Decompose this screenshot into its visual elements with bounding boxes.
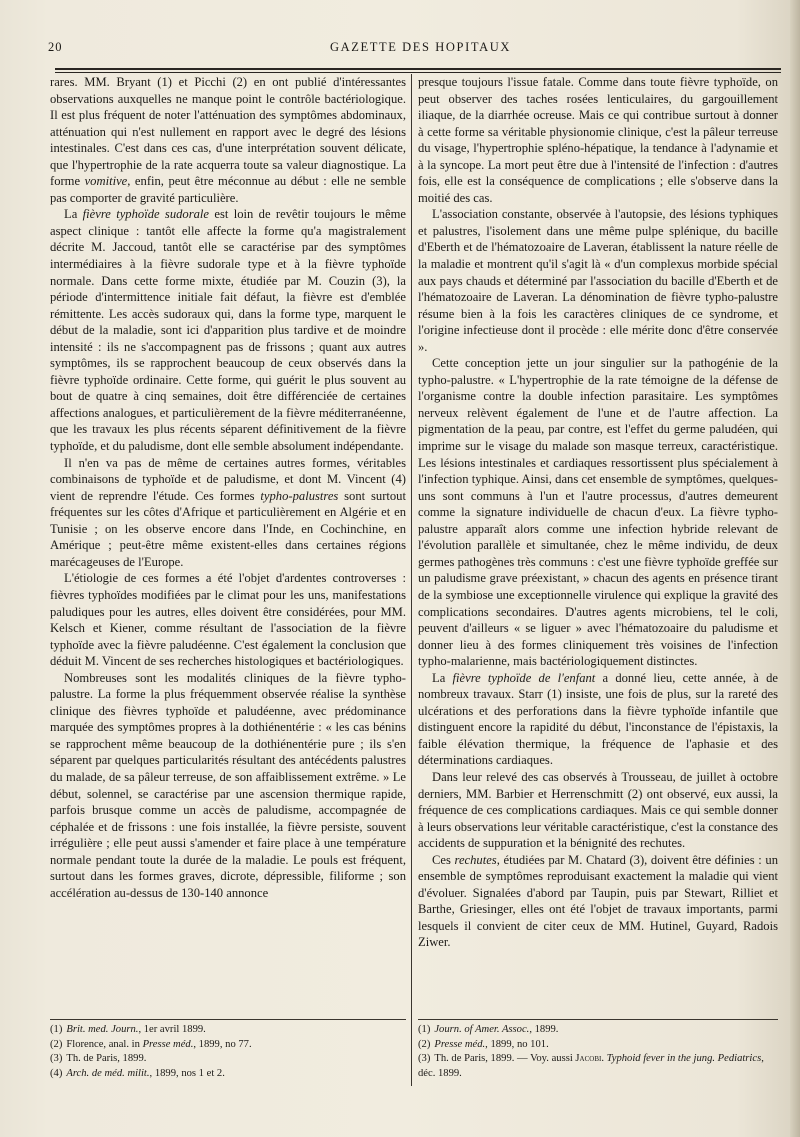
footnote-rule <box>50 1019 406 1020</box>
paragraph: La fièvre typhoïde de l'enfant a donné lieu, cette année, à de nombreux travaux. Starr (1) insiste, une fois de plus, sur la rareté des ulcérations et des perforations dans la fièvre typhoïde infantile que distinguent encore la rapidité du début, l'inconstance de l'épistaxis, la faible élévation thermique, la fréquence de l'aphasie et des déterminations cardiaques. <box>418 670 778 768</box>
journal-title: GAZETTE DES HOPITAUX <box>330 40 511 54</box>
footnote-rule <box>418 1019 778 1020</box>
footnote: (2) Presse méd., 1899, no 101. <box>418 1038 549 1050</box>
page-edge <box>790 0 800 1137</box>
paragraph: Ces rechutes, étudiées par M. Chatard (3), doivent être définies : un ensemble de symptômes reproduisant exactement la maladie qui vient d'évoluer. Signalées d'abord par Taupin, puis par Stewart, Rilliet et Barthe, Griesinger, elles ont été l'objet de travaux importants, parmi lesquels il convient de citer ceux de MM. Hutinel, Guyard, Radois Ziwer. <box>418 852 778 950</box>
footnote: (3) Th. de Paris, 1899. <box>50 1053 147 1065</box>
footnote: (3) Th. de Paris, 1899. — Voy. aussi Jacobi. Typhoid fever in the jung. Pediatrics, déc. 1899. <box>418 1053 764 1079</box>
paragraph: presque toujours l'issue fatale. Comme dans toute fièvre typhoïde, on peut observer des taches rosées lenticulaires, du gargouillement iliaque, de la diarrhée ocreuse. Mais ce qui contribue surtout à donner à cette forme sa véritable physionomie clinique, c'est la pâleur terreuse du visage, l'hypertrophie spléno-hépatique, la tendance à l'adynamie et à la syncope. La mort peut être due à l'intensité de l'infection : d'autres fois, elle est la conséquence de complications ; elle s'observe dans la moitié des cas. <box>418 75 778 205</box>
right-column <box>418 74 778 1006</box>
paragraph: Nombreuses sont les modalités cliniques de la fièvre typho-palustre. La forme la plus fréquemment observée réalise la synthèse clinique des fièvres typhoïde et paludéenne, avec prédominance marquée des symptômes propres à la dothiénentérie : « les cas bénins se rapprochent même beaucoup de la dothiénentérie pure ; ils s'en séparent par quelques particularités résultant des antécédents palustres du malade, de sa pâleur terreuse, de son affaiblissement extrême. » Le début, solennel, se caractérise par une ascension thermique rapide, parfois brusque comme un accès de paludisme, accompagnée de céphalée et de frissons : une fois installée, la fièvre persiste, souvent irrégulière ; elle peut aussi s'amender et faire place à une température normale pendant toute la durée de la maladie. Le pouls est fréquent, surtout dans les formes graves, dicrote, dépressible, filiforme ; son accélération au-dessus de 130-140 annonce <box>50 670 406 900</box>
footnotes-left <box>50 1019 406 1081</box>
header-rule <box>55 68 781 70</box>
paragraph: L'association constante, observée à l'autopsie, des lésions typhiques et palustres, l'isolement dans une même pulpe splénique, du bacille d'Eberth et de l'hématozoaire de Laveran, établissent la nature réelle de la maladie et montrent qu'il s'agit là « d'un complexus morbide spécial aux pays chauds et déterminé par l'association du bacille d'Eberth et de l'hématozoaire de Laveran. La dénomination de fièvre typho-palustre résume bien à la fois les caractères cliniques de ce syndrome, et l'origine infectieuse dont il procède : elle mérite donc d'être conservée ». <box>418 207 778 354</box>
header-rule-thin <box>55 72 781 73</box>
column-divider <box>411 74 412 1086</box>
paragraph: rares. MM. Bryant (1) et Picchi (2) en ont publié d'intéressantes observations auxquelles ne manque point le contrôle bactériologique. Il est plus fréquent de noter l'atténuation des symptômes abdominaux, atténuation qui n'est nullement en rapport avec le degré des lésions intestinales. C'est dans ces cas, d'une interprétation souvent délicate, que l'hypertrophie de la rate acquerra toute sa valeur diagnostique. La forme vomitive, enfin, peut être méconnue au début : elle ne semble pas comporter de gravité particulière. <box>50 75 406 205</box>
paragraph: Il n'en va pas de même de certaines autres formes, véritables combinaisons de typhoïde et de paludisme, et dont M. Vincent (4) vient de reprendre l'étude. Ces formes typho-palustres sont surtout fréquentes sur les côtes d'Afrique et particulièrement en Algérie et en Tunisie ; on les observe encore dans l'Inde, en Cochinchine, en Amérique ; peut-être même existent-elles dans certaines régions marécageuses de l'Europe. <box>50 455 406 569</box>
footnote: (2) Florence, anal. in Presse méd., 1899, no 77. <box>50 1038 252 1050</box>
paragraph: L'étiologie de ces formes a été l'objet d'ardentes controverses : fièvres typhoïdes modifiées par le climat pour les uns, manifestations paludiques pour les autres, elles doivent être considérées, pour MM. Kelsch et Kiener, comme résultant de l'association de la fièvre typhoïde avec la fièvre paludéenne. C'est également la conclusion que déduit M. Vincent de ses recherches histologiques et bactériologiques. <box>50 571 406 669</box>
paragraph: Cette conception jette un jour singulier sur la pathogénie de la typho-palustre. « L'hypertrophie de la rate témoigne de la défense de l'organisme contre la double infection parasitaire. Les symptômes nerveux relèvent également de l'une et de l'autre affection. La pigmentation de la peau, par contre, est l'effet du germe paludéen, qui imprime sur le visage du malade son masque terreux, caractéristique. Les lésions intestinales et cardiaques ressortissent plus spécialement à l'infection typhique. Ainsi, dans cet ensemble de symptômes, quelques-uns sont communs à l'un et l'autre processus, d'autres demeurent comme la signature individuelle de chacun d'eux. La fièvre typho-palustre apparaît alors comme une infection hybride relevant de l'évolution parallèle et simultanée, chez le même individu, de deux germes pathogènes très communs : c'est une fièvre typhoïde greffée sur un paludisme grave préexistant, » chacun des agents en présence tirant de la symbiose une exceptionnelle virulence qui explique la gravité des complications secondaires. D'autres agents microbiens, tel le coli, peuvent d'ailleurs « se liguer » avec l'hématozoaire du paludisme et donner lieu à des formes cliniquement très voisines de l'infection typho-malarienne, mais bactériologiquement distinctes. <box>418 356 778 669</box>
paragraph: Dans leur relevé des cas observés à Trousseau, de juillet à octobre derniers, MM. Barbier et Herrenschmitt (2) ont observé, eux aussi, la fréquence de ces complications cardiaques. Mais ce qui semble donner à leurs observations leur véritable caractéristique, c'est la constance des accidents de suppuration et la bénignité des rechutes. <box>418 769 778 851</box>
footnotes-right <box>418 1019 778 1081</box>
running-header <box>48 40 793 56</box>
left-column <box>50 74 406 1006</box>
footnote: (1) Brit. med. Journ., 1er avril 1899. <box>50 1024 206 1035</box>
footnote: (4) Arch. de méd. milit., 1899, nos 1 et 2. <box>50 1067 225 1079</box>
footnote: (1) Journ. of Amer. Assoc., 1899. <box>418 1024 559 1035</box>
page-number: 20 <box>48 40 63 54</box>
paragraph: La fièvre typhoïde sudorale est loin de revêtir toujours le même aspect clinique : tantôt elle affecte la forme qu'a magistralement décrite M. Jaccoud, tantôt elle se caractérise par des symptômes intermédiaires à la fièvre sudorale type et à la fièvre typhoïde normale. Dans cette forme mixte, étudiée par M. Couzin (3), la période d'intermittence initiale fait défaut, la fièvre est d'emblée rémittente. Les accès sudoraux qui, dans la forme type, marquent le début de la maladie, sont ici d'apparition plus tardive et de moindre intensité : ils ne s'accompagnent pas de frissons ; quant aux autres symptômes, ils se rapprochent beaucoup de ceux observés dans la fièvre typhoïde ordinaire. Cette forme, qui guérit le plus souvent au bout de quatre à cinq semaines, doit être différenciée de certaines affections analogues, et particulièrement de la fièvre méditerranéenne, que les travaux les plus récents séparent définitivement de la fièvre typhoïde, et du paludisme, dont elle semble absolument indépendante. <box>50 207 406 454</box>
